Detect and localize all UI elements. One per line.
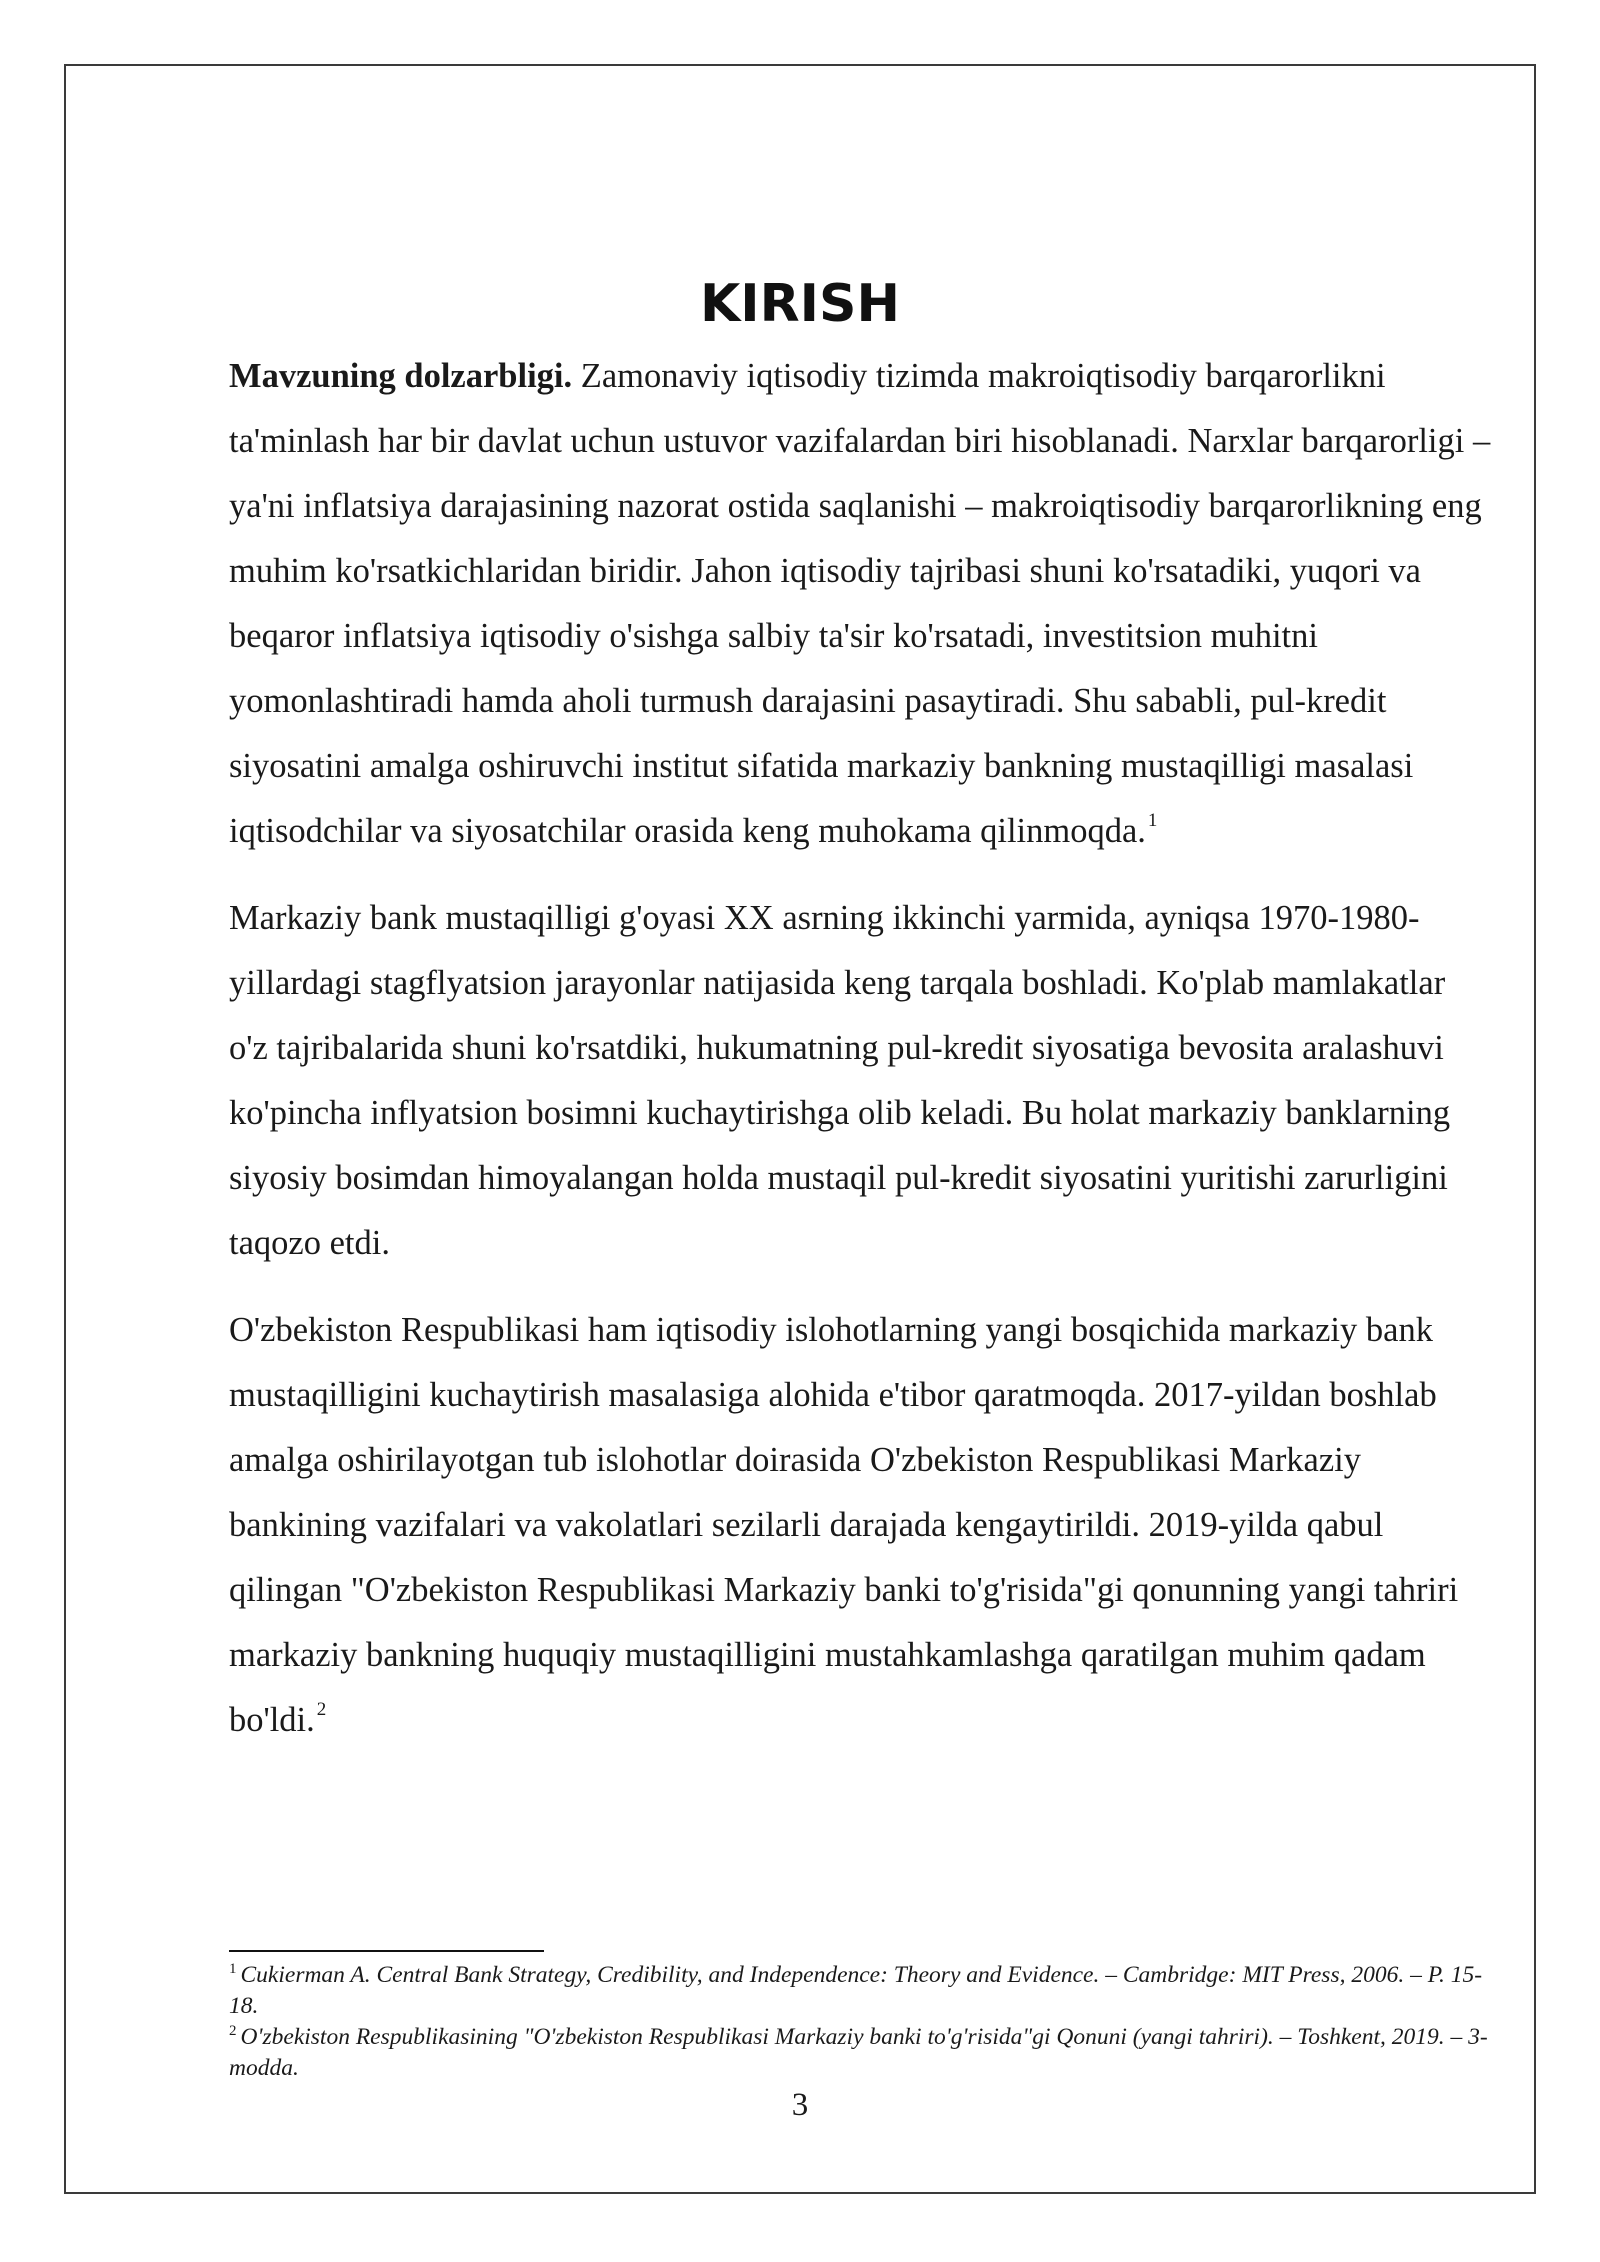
footnote-separator: [229, 1950, 544, 1952]
footnote-ref[interactable]: 1: [1147, 810, 1158, 831]
page-title: KIRISH: [699, 274, 900, 334]
footnote-ref[interactable]: 2: [316, 1699, 327, 1720]
body-text: [229, 344, 1491, 1775]
footnotes: [229, 1960, 1491, 2084]
paragraph-text: Markaziy bank mustaqilligi g'oyasi XX asrning ikkinchi yarmida, ayniqsa 1970-1980-yillardagi stagflyatsion jarayonlar natijasida keng tarqala boshladi. Ko'plab mamlakatlar o'z tajribalarida shuni ko'rsatdiki, hukumatning pul-kredit siyosatiga bevosita aralashuvi ko'pincha inflyatsion bosimni kuchaytirishga olib keladi. Bu holat markaziy banklarning siyosiy bosimdan himoyalangan holda mustaqil pul-kredit siyosatini yuritishi zarurligini taqozo etdi.: [229, 899, 1451, 1262]
footnote-number: 2: [229, 2023, 237, 2039]
paragraph-uzbekistan: [229, 1298, 1491, 1753]
footnote-text: O'zbekiston Respublikasining "O'zbekiston Respublikasi Markaziy banki to'g'risida"gi Qonuni (yangi tahriri). – Toshkent, 2019. – 3-modda.: [229, 2024, 1488, 2081]
paragraph-lead: Mavzuning dolzarbligi.: [229, 357, 573, 395]
paragraph-relevance: [229, 344, 1491, 864]
footnote-number: 1: [229, 1961, 237, 1977]
footnote-text: Cukierman A. Central Bank Strategy, Credibility, and Independence: Theory and Evidence. – Cambridge: MIT Press, 2006. – P. 15-18.: [229, 1962, 1483, 2019]
footnote-item: [229, 1960, 1491, 2022]
page-number: 3: [791, 2087, 809, 2123]
paragraph-text: Zamonaviy iqtisodiy tizimda makroiqtisodiy barqarorlikni ta'minlash har bir davlat uchun ustuvor vazifalardan biri hisoblanadi. Narxlar barqarorligi – ya'ni inflatsiya darajasining nazorat ostida saqlanishi – makroiqtisodiy barqarorlikning eng muhim ko'rsatkichlaridan biridir. Jahon iqtisodiy tajribasi shuni ko'rsatadiki, yuqori va beqaror inflatsiya iqtisodiy o'sishga salbiy ta'sir ko'rsatadi, investitsion muhitni yomonlashtiradi hamda aholi turmush darajasini pasaytiradi. Shu sababli, pul-kredit siyosatini amalga oshiruvchi institut sifatida markaziy bankning mustaqilligi masalasi iqtisodchilar va siyosatchilar orasida keng muhokama qilinmoqda.: [229, 357, 1491, 850]
paragraph-text: O'zbekiston Respublikasi ham iqtisodiy islohotlarning yangi bosqichida markaziy bank mustaqilligini kuchaytirish masalasiga alohida e'tibor qaratmoqda. 2017-yildan boshlab amalga oshirilayotgan tub islohotlar doirasida O'zbekiston Respublikasi Markaziy bankining vazifalari va vakolatlari sezilarli darajada kengaytirildi. 2019-yilda qabul qilingan "O'zbekiston Respublikasi Markaziy banki to'g'risida"gi qonunning yangi tahriri markaziy bankning huquqiy mustaqilligini mustahkamlashga qaratilgan muhim qadam bo'ldi.: [229, 1311, 1459, 1739]
footnote-item: [229, 2022, 1491, 2084]
paragraph-history: [229, 886, 1491, 1276]
